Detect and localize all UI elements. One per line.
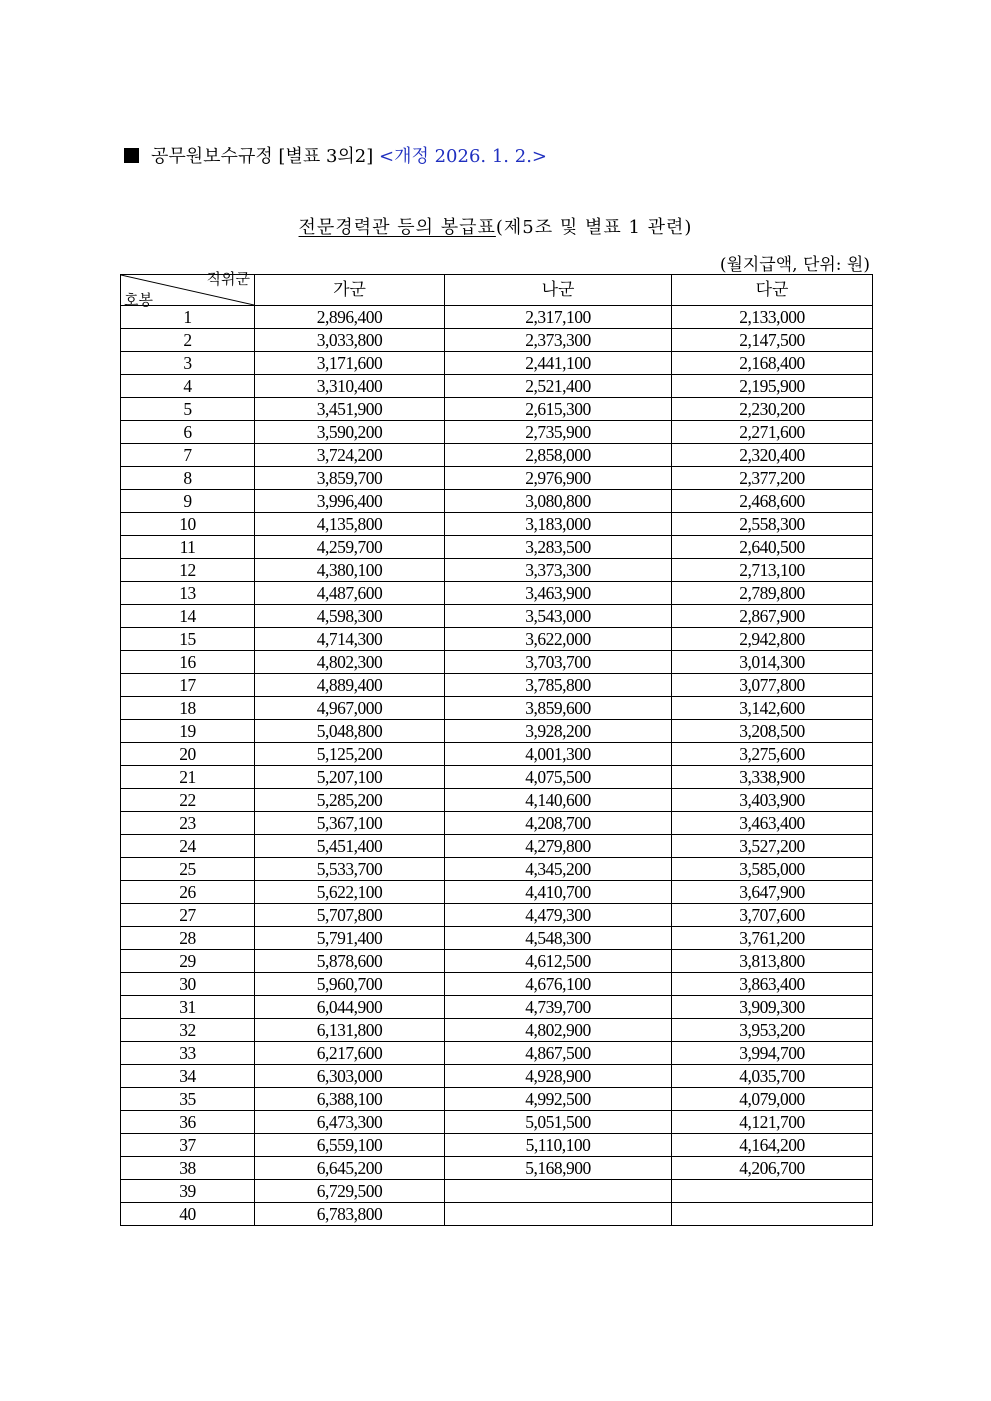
ga-value-cell: 5,707,800: [255, 904, 445, 927]
da-value-cell: 2,942,800: [672, 628, 873, 651]
table-row: [121, 398, 873, 421]
na-value-cell: 2,858,000: [445, 444, 672, 467]
da-value-cell: 4,164,200: [672, 1134, 873, 1157]
da-value-cell: 3,994,700: [672, 1042, 873, 1065]
da-value-cell: 3,909,300: [672, 996, 873, 1019]
ga-value-cell: 6,388,100: [255, 1088, 445, 1111]
na-value-cell: 5,110,100: [445, 1134, 672, 1157]
table-row: [121, 881, 873, 904]
step-cell: 40: [121, 1203, 255, 1226]
step-cell: 24: [121, 835, 255, 858]
da-value-cell: 3,863,400: [672, 973, 873, 996]
step-cell: 25: [121, 858, 255, 881]
regulation-name: 공무원보수규정 [별표 3의2]: [151, 146, 374, 167]
corner-label-position: 직위군: [206, 270, 250, 288]
table-row: [121, 605, 873, 628]
da-value-cell: 3,953,200: [672, 1019, 873, 1042]
ga-value-cell: 3,451,900: [255, 398, 445, 421]
da-value-cell: 2,377,200: [672, 467, 873, 490]
ga-value-cell: 5,367,100: [255, 812, 445, 835]
ga-value-cell: 4,487,600: [255, 582, 445, 605]
step-cell: 5: [121, 398, 255, 421]
step-cell: 29: [121, 950, 255, 973]
step-cell: 4: [121, 375, 255, 398]
table-row: [121, 927, 873, 950]
table-row: [121, 1088, 873, 1111]
table-row: [121, 812, 873, 835]
corner-label-step: 호봉: [124, 291, 153, 309]
ga-value-cell: 3,033,800: [255, 329, 445, 352]
ga-value-cell: 6,729,500: [255, 1180, 445, 1203]
title-suffix: (제5조 및 별표 1 관련): [495, 217, 693, 238]
na-value-cell: 4,612,500: [445, 950, 672, 973]
da-value-cell: 2,558,300: [672, 513, 873, 536]
ga-value-cell: 3,590,200: [255, 421, 445, 444]
step-cell: 15: [121, 628, 255, 651]
na-value-cell: 4,345,200: [445, 858, 672, 881]
step-cell: 6: [121, 421, 255, 444]
salary-table: [120, 270, 873, 1226]
step-cell: 21: [121, 766, 255, 789]
na-value-cell: 3,183,000: [445, 513, 672, 536]
na-value-cell: 4,479,300: [445, 904, 672, 927]
ga-value-cell: 5,791,400: [255, 927, 445, 950]
table-row: [121, 674, 873, 697]
step-cell: 39: [121, 1180, 255, 1203]
na-value-cell: 5,168,900: [445, 1157, 672, 1180]
ga-value-cell: 4,380,100: [255, 559, 445, 582]
ga-value-cell: 6,131,800: [255, 1019, 445, 1042]
step-cell: 23: [121, 812, 255, 835]
table-row: [121, 1134, 873, 1157]
da-value-cell: 3,463,400: [672, 812, 873, 835]
step-cell: 11: [121, 536, 255, 559]
da-value-cell: 4,035,700: [672, 1065, 873, 1088]
table-row: [121, 950, 873, 973]
ga-value-cell: 6,783,800: [255, 1203, 445, 1226]
na-value-cell: 3,859,600: [445, 697, 672, 720]
table-row: [121, 1019, 873, 1042]
table-row: [121, 306, 873, 329]
black-square-icon: [124, 148, 139, 163]
na-value-cell: 2,441,100: [445, 352, 672, 375]
ga-value-cell: 2,896,400: [255, 306, 445, 329]
table-row: [121, 789, 873, 812]
ga-value-cell: 6,044,900: [255, 996, 445, 1019]
table-row: [121, 766, 873, 789]
na-value-cell: 4,802,900: [445, 1019, 672, 1042]
na-value-cell: 5,051,500: [445, 1111, 672, 1134]
da-value-cell: 4,079,000: [672, 1088, 873, 1111]
da-value-cell: 3,338,900: [672, 766, 873, 789]
na-value-cell: [445, 1203, 672, 1226]
table-header-row: [121, 275, 873, 306]
table-row: [121, 697, 873, 720]
na-value-cell: 4,676,100: [445, 973, 672, 996]
na-value-cell: 3,703,700: [445, 651, 672, 674]
step-cell: 34: [121, 1065, 255, 1088]
na-value-cell: 3,463,900: [445, 582, 672, 605]
ga-value-cell: 5,960,700: [255, 973, 445, 996]
ga-value-cell: 6,559,100: [255, 1134, 445, 1157]
da-value-cell: 3,275,600: [672, 743, 873, 766]
da-value-cell: 3,208,500: [672, 720, 873, 743]
ga-value-cell: 6,303,000: [255, 1065, 445, 1088]
na-value-cell: 2,317,100: [445, 306, 672, 329]
step-cell: 12: [121, 559, 255, 582]
table-row: [121, 996, 873, 1019]
table-row: [121, 467, 873, 490]
ga-value-cell: 3,171,600: [255, 352, 445, 375]
da-value-cell: 3,142,600: [672, 697, 873, 720]
step-cell: 32: [121, 1019, 255, 1042]
table-row: [121, 513, 873, 536]
amendment-note: <개정 2026. 1. 2.>: [379, 146, 547, 167]
da-value-cell: 2,320,400: [672, 444, 873, 467]
column-header-da: 다군: [672, 275, 873, 306]
table-row: [121, 536, 873, 559]
corner-header-cell: [121, 270, 255, 309]
na-value-cell: 4,208,700: [445, 812, 672, 835]
ga-value-cell: 4,259,700: [255, 536, 445, 559]
ga-value-cell: 4,889,400: [255, 674, 445, 697]
ga-value-cell: 5,451,400: [255, 835, 445, 858]
ga-value-cell: 4,714,300: [255, 628, 445, 651]
step-cell: 27: [121, 904, 255, 927]
ga-value-cell: 5,622,100: [255, 881, 445, 904]
table-row: [121, 559, 873, 582]
table-row: [121, 490, 873, 513]
na-value-cell: 3,543,000: [445, 605, 672, 628]
ga-value-cell: 5,125,200: [255, 743, 445, 766]
na-value-cell: 4,739,700: [445, 996, 672, 1019]
da-value-cell: 2,147,500: [672, 329, 873, 352]
na-value-cell: 3,785,800: [445, 674, 672, 697]
na-value-cell: 4,279,800: [445, 835, 672, 858]
step-cell: 10: [121, 513, 255, 536]
na-value-cell: 3,373,300: [445, 559, 672, 582]
step-cell: 14: [121, 605, 255, 628]
da-value-cell: 3,014,300: [672, 651, 873, 674]
da-value-cell: 3,761,200: [672, 927, 873, 950]
na-value-cell: 3,928,200: [445, 720, 672, 743]
step-cell: 3: [121, 352, 255, 375]
da-value-cell: 2,195,900: [672, 375, 873, 398]
na-value-cell: 2,373,300: [445, 329, 672, 352]
ga-value-cell: 4,598,300: [255, 605, 445, 628]
da-value-cell: 2,789,800: [672, 582, 873, 605]
step-cell: 35: [121, 1088, 255, 1111]
table-row: [121, 421, 873, 444]
step-cell: 36: [121, 1111, 255, 1134]
step-cell: 18: [121, 697, 255, 720]
table-row: [121, 1180, 873, 1203]
step-cell: 31: [121, 996, 255, 1019]
ga-value-cell: 4,135,800: [255, 513, 445, 536]
table-row: [121, 743, 873, 766]
title-main: 전문경력관 등의 봉급표: [298, 217, 496, 238]
step-cell: 13: [121, 582, 255, 605]
ga-value-cell: 6,217,600: [255, 1042, 445, 1065]
na-value-cell: 4,992,500: [445, 1088, 672, 1111]
da-value-cell: 4,121,700: [672, 1111, 873, 1134]
step-cell: 2: [121, 329, 255, 352]
step-cell: 1: [121, 306, 255, 329]
da-value-cell: 3,077,800: [672, 674, 873, 697]
na-value-cell: 4,140,600: [445, 789, 672, 812]
step-cell: 28: [121, 927, 255, 950]
na-value-cell: [445, 1180, 672, 1203]
column-header-na: 나군: [445, 275, 672, 306]
ga-value-cell: 5,285,200: [255, 789, 445, 812]
ga-value-cell: 3,310,400: [255, 375, 445, 398]
na-value-cell: 2,735,900: [445, 421, 672, 444]
table-row: [121, 720, 873, 743]
table-row: [121, 835, 873, 858]
table-row: [121, 444, 873, 467]
na-value-cell: 4,410,700: [445, 881, 672, 904]
step-cell: 30: [121, 973, 255, 996]
step-cell: 37: [121, 1134, 255, 1157]
table-row: [121, 1111, 873, 1134]
step-cell: 7: [121, 444, 255, 467]
da-value-cell: 2,230,200: [672, 398, 873, 421]
table-row: [121, 1065, 873, 1088]
da-value-cell: 3,707,600: [672, 904, 873, 927]
regulation-header: [124, 142, 547, 168]
da-value-cell: 4,206,700: [672, 1157, 873, 1180]
ga-value-cell: 6,645,200: [255, 1157, 445, 1180]
step-cell: 16: [121, 651, 255, 674]
na-value-cell: 3,080,800: [445, 490, 672, 513]
step-cell: 9: [121, 490, 255, 513]
table-row: [121, 329, 873, 352]
step-cell: 38: [121, 1157, 255, 1180]
da-value-cell: 3,403,900: [672, 789, 873, 812]
da-value-cell: 3,813,800: [672, 950, 873, 973]
da-value-cell: 2,271,600: [672, 421, 873, 444]
ga-value-cell: 5,048,800: [255, 720, 445, 743]
unit-note: (월지급액, 단위: 원): [719, 255, 870, 275]
table-row: [121, 628, 873, 651]
table-row: [121, 858, 873, 881]
table-row: [121, 375, 873, 398]
da-value-cell: 3,527,200: [672, 835, 873, 858]
step-cell: 33: [121, 1042, 255, 1065]
table-row: [121, 352, 873, 375]
da-value-cell: 3,647,900: [672, 881, 873, 904]
table-row: [121, 1203, 873, 1226]
da-value-cell: [672, 1203, 873, 1226]
na-value-cell: 4,928,900: [445, 1065, 672, 1088]
ga-value-cell: 5,878,600: [255, 950, 445, 973]
ga-value-cell: 3,724,200: [255, 444, 445, 467]
da-value-cell: 2,133,000: [672, 306, 873, 329]
da-value-cell: 2,640,500: [672, 536, 873, 559]
step-cell: 19: [121, 720, 255, 743]
table-row: [121, 651, 873, 674]
ga-value-cell: 5,533,700: [255, 858, 445, 881]
na-value-cell: 3,622,000: [445, 628, 672, 651]
da-value-cell: 2,168,400: [672, 352, 873, 375]
step-cell: 17: [121, 674, 255, 697]
na-value-cell: 4,075,500: [445, 766, 672, 789]
table-row: [121, 582, 873, 605]
step-cell: 20: [121, 743, 255, 766]
da-value-cell: [672, 1180, 873, 1203]
na-value-cell: 2,615,300: [445, 398, 672, 421]
step-cell: 26: [121, 881, 255, 904]
table-row: [121, 973, 873, 996]
da-value-cell: 3,585,000: [672, 858, 873, 881]
na-value-cell: 3,283,500: [445, 536, 672, 559]
na-value-cell: 4,548,300: [445, 927, 672, 950]
na-value-cell: 2,976,900: [445, 467, 672, 490]
na-value-cell: 4,867,500: [445, 1042, 672, 1065]
page-title: [0, 213, 991, 239]
table-row: [121, 1042, 873, 1065]
ga-value-cell: 5,207,100: [255, 766, 445, 789]
da-value-cell: 2,468,600: [672, 490, 873, 513]
ga-value-cell: 4,967,000: [255, 697, 445, 720]
ga-value-cell: 3,859,700: [255, 467, 445, 490]
ga-value-cell: 3,996,400: [255, 490, 445, 513]
table-row: [121, 904, 873, 927]
na-value-cell: 4,001,300: [445, 743, 672, 766]
da-value-cell: 2,713,100: [672, 559, 873, 582]
step-cell: 8: [121, 467, 255, 490]
column-header-ga: 가군: [255, 275, 445, 306]
table-row: [121, 1157, 873, 1180]
step-cell: 22: [121, 789, 255, 812]
ga-value-cell: 4,802,300: [255, 651, 445, 674]
da-value-cell: 2,867,900: [672, 605, 873, 628]
ga-value-cell: 6,473,300: [255, 1111, 445, 1134]
na-value-cell: 2,521,400: [445, 375, 672, 398]
